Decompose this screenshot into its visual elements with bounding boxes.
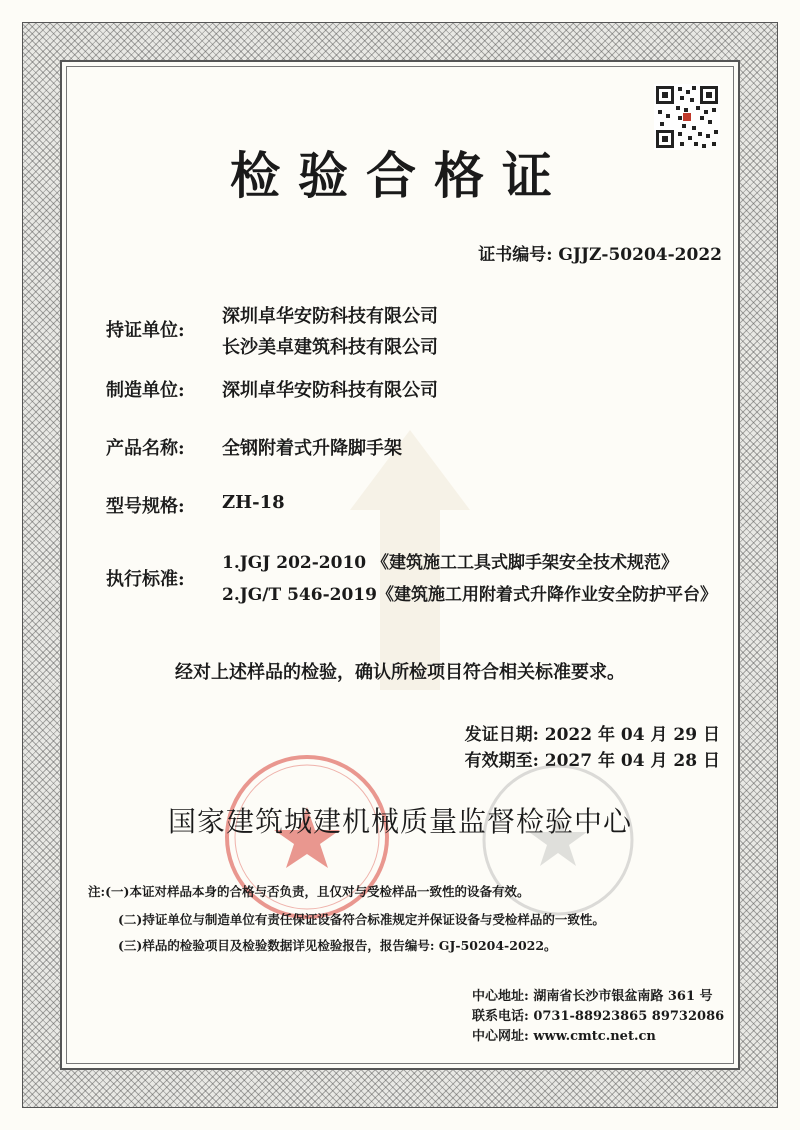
issuing-authority: 国家建筑城建机械质量监督检验中心 [167,805,632,838]
product-label: 产品名称: [106,438,185,459]
note-1: 注:(一)本证对样品本身的合格与否负责，且仅对与受检样品一致性的设备有效。 [88,884,530,899]
holder-name-1: 深圳卓华安防科技有限公司 [222,306,438,327]
standard-item-2: 2.JG/T 546-2019《建筑施工用附着式升降作业安全防护平台》 [222,585,717,605]
certificate-title: 检验合格证 [230,146,570,205]
holder-label: 持证单位: [106,320,185,341]
manufacturer-value: 深圳卓华安防科技有限公司 [222,380,438,401]
standards-label: 执行标准: [106,569,185,590]
certificate-number: 证书编号: GJJZ-50204-2022 [478,245,722,265]
model-label: 型号规格: [106,496,185,517]
confirmation-statement: 经对上述样品的检验，确认所检项目符合相关标准要求。 [175,662,625,683]
contact-phone: 联系电话: 0731-88923865 89732086 [472,1009,725,1024]
model-value: ZH-18 [222,492,285,513]
note-2: (二)持证单位与制造单位有责任保证设备符合标准规定并保证设备与受检样品的一致性。 [118,912,605,927]
standard-item-1: 1.JGJ 202-2010 《建筑施工工具式脚手架安全技术规范》 [222,553,679,573]
contact-address: 中心地址: 湖南省长沙市银盆南路 361 号 [472,989,713,1004]
contact-website: 中心网址: www.cmtc.net.cn [472,1029,656,1044]
product-value: 全钢附着式升降脚手架 [222,438,402,459]
manufacturer-label: 制造单位: [106,380,185,401]
valid-until: 有效期至: 2027 年 04 月 28 日 [464,751,720,771]
issue-date: 发证日期: 2022 年 04 月 29 日 [464,725,720,745]
note-3: (三)样品的检验项目及检验数据详见检验报告，报告编号: GJ-50204-2022。 [118,938,557,953]
holder-name-2: 长沙美卓建筑科技有限公司 [222,337,438,358]
